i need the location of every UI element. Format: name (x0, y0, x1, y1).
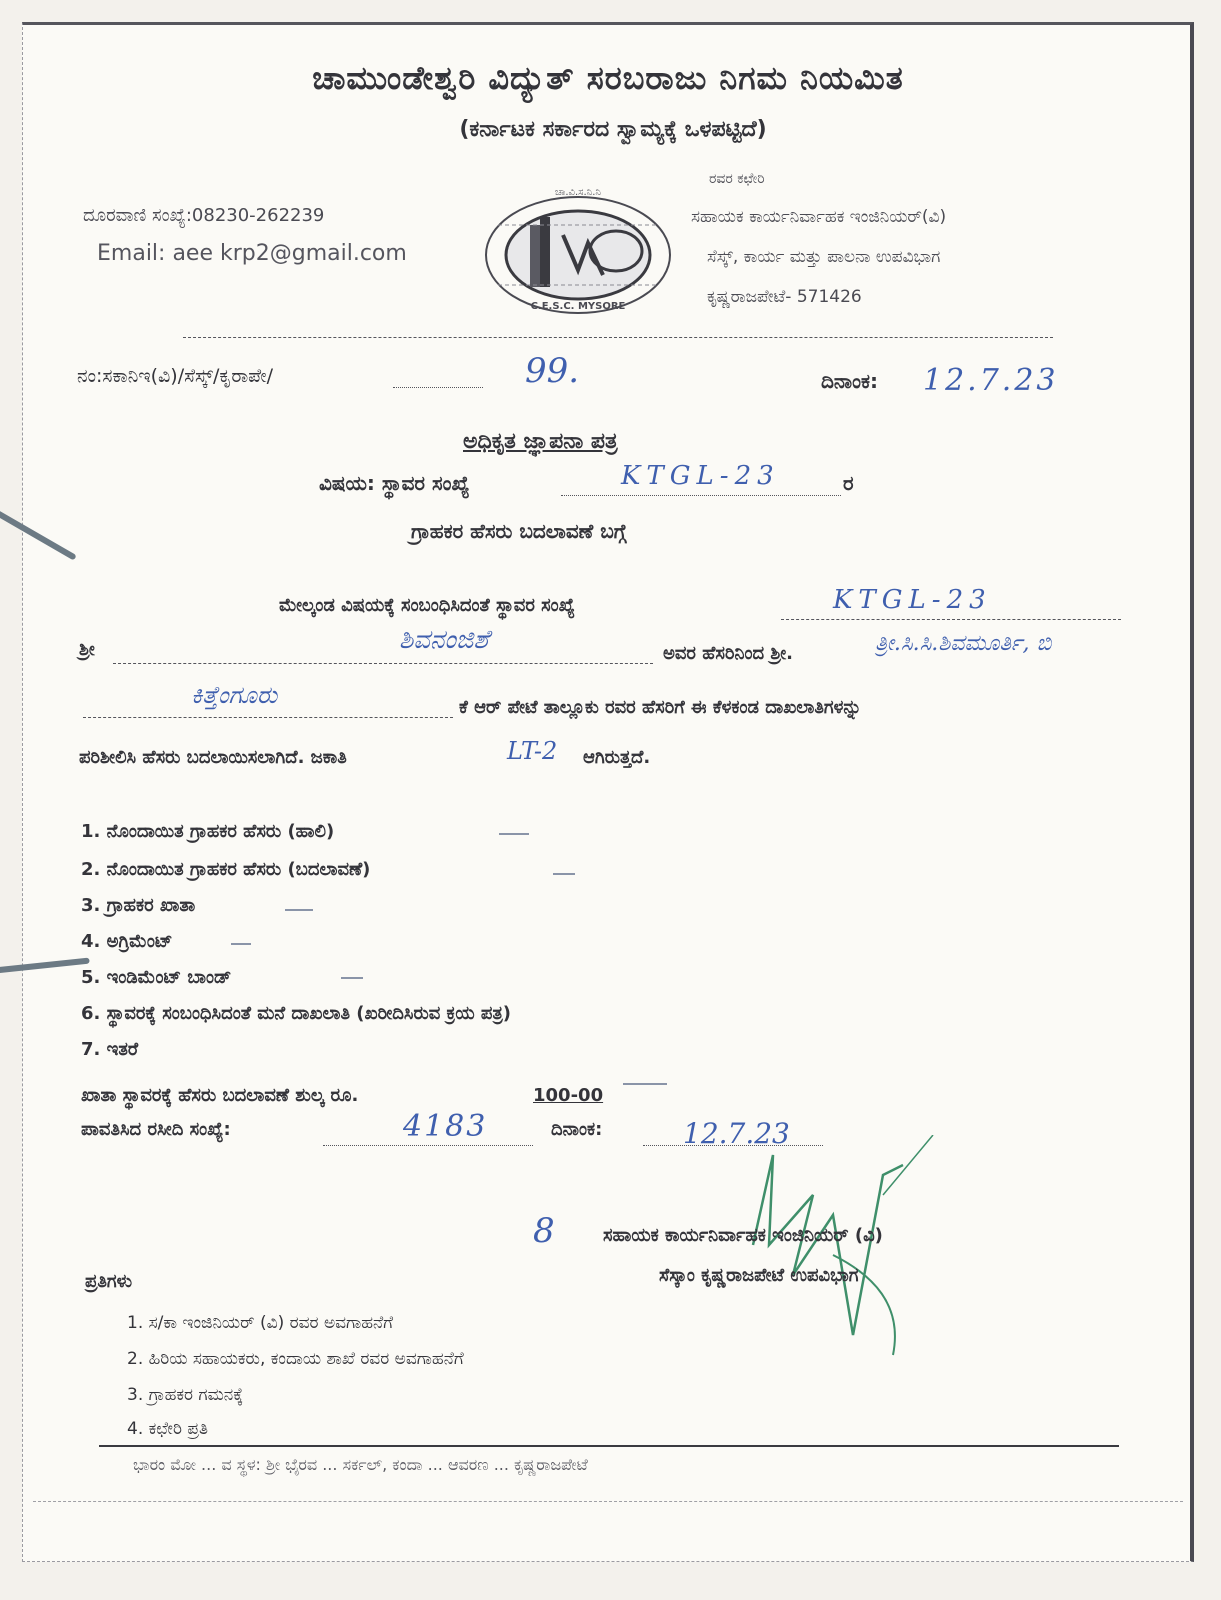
footer-divider (99, 1445, 1119, 1447)
office-line-2: ಸಹಾಯಕ ಕಾರ್ಯನಿರ್ವಾಹಕ ಇಂಜಿನಿಯರ್(ವಿ) (691, 207, 947, 227)
receipt-number: 4183 (403, 1109, 488, 1144)
green-signature (733, 1135, 953, 1365)
reference-number: 99. (525, 351, 580, 391)
to-text: ಕೆ ಆರ್ ಪೇಟೆ ತಾಲ್ಲೂಕು ರವರ ಹೆಸರಿಗೆ ಈ ಕೆಳಕಂಡ ದಾಖಲಾತಿಗಳನ್ನು (459, 697, 862, 718)
sri-label: ಶ್ರೀ (79, 639, 95, 660)
email-address: Email: aee krp2@gmail.com (97, 241, 407, 266)
signatory-office: ಸೆಸ್ಕಾಂ ಕೃಷ್ಣರಾಜಪೇಟೆ ಉಪವಿಭಾಗ (659, 1265, 859, 1286)
document-item-2: 2. ನೊಂದಾಯಿತ ಗ್ರಾಹಕರ ಹೆಸರು (ಬದಲಾವಣೆ) (81, 859, 371, 880)
reference-line (393, 387, 483, 388)
village-line (83, 717, 453, 718)
new-name: ತ್ರೀ.ಸಿ.ಸಿ.ಶಿವಮೂರ್ತಿ, ಬಿ (875, 631, 1052, 656)
receipt-date: 12.7.23 (683, 1117, 790, 1150)
copy-item-3: 3. ಗ್ರಾಹಕರ ಗಮನಕ್ಕೆ (127, 1385, 244, 1405)
signatory-designation: ಸಹಾಯಕ ಕಾರ್ಯನಿರ್ವಾಹಕ ಇಂಜಿನಿಯರ್ (ವಿ) (603, 1225, 883, 1246)
receipt-label: ಪಾವತಿಸಿದ ರಸೀದಿ ಸಂಖ್ಯೆ: (81, 1119, 231, 1140)
from-text: ಅವರ ಹೆಸರಿನಿಂದ ಶ್ರೀ. (663, 643, 794, 664)
copy-item-4: 4. ಕಛೇರಿ ಪ್ರತಿ (127, 1419, 208, 1439)
copy-item-1: 1. ಸ/ಕಾ ಇಂಜಿನಿಯರ್ (ವಿ) ರವರ ಅವಗಾಹನೆಗೆ (127, 1313, 394, 1333)
document-item-6: 6. ಸ್ಥಾವರಕ್ಕೆ ಸಂಬಂಧಿಸಿದಂತೆ ಮನೆ ದಾಖಲಾತಿ (ಖರೀದಿಸಿರುವ ಕ್ರಯ ಪತ್ರ) (81, 1003, 511, 1024)
copy-item-2: 2. ಹಿರಿಯ ಸಹಾಯಕರು, ಕಂದಾಯ ಶಾಖೆ ರವರ ಅವಗಾಹನೆಗೆ (127, 1349, 464, 1369)
old-name: ಶಿವನಂಜಿಶೆ (399, 625, 489, 655)
paragraph-text: ಮೇಲ್ಕಂಡ ವಿಷಯಕ್ಕೆ ಸಂಬಂಧಿಸಿದಂತೆ ಸ್ಥಾವರ ಸಂಖ್ಯೆ (279, 595, 575, 616)
signature-initial: 8 (533, 1211, 555, 1251)
logo-text-bottom: C.E.S.C. MYSORE (530, 301, 626, 312)
date-value: 12.7.23 (923, 363, 1059, 398)
office-line-4: ಕೃಷ್ಣರಾಜಪೇಟೆ- 571426 (707, 287, 862, 307)
receipt-date-label: ದಿನಾಂಕ: (551, 1119, 603, 1140)
office-line-3: ಸೆಸ್ಕ್, ಕಾರ್ಯ ಮತ್ತು ಪಾಲನಾ ಉಪವಿಭಾಗ (707, 247, 941, 267)
header-divider (183, 337, 1053, 338)
footer-bottom-line (33, 1501, 1183, 1502)
document-item-1: 1. ನೊಂದಾಯಿತ ಗ್ರಾಹಕರ ಹೆಸರು (ಹಾಲಿ) (81, 821, 335, 842)
phone-number: ದೂರವಾಣಿ ಸಂಖ್ಯೆ:08230-262239 (83, 205, 325, 226)
subject-line (561, 495, 841, 496)
old-name-line (113, 663, 653, 664)
document-title: ಅಧಿಕೃತ ಜ್ಞಾಪನಾ ಪತ್ರ (463, 429, 618, 454)
org-name: ಚಾಮುಂಡೇಶ್ವರಿ ವಿದ್ಯುತ್ ಸರಬರಾಜು ನಿಗಮ ನಿಯಮಿತ (312, 59, 904, 97)
plant-number: KTGL-23 (833, 585, 992, 615)
verify-text: ಪರಿಶೀಲಿಸಿ ಹೆಸರು ಬದಲಾಯಿಸಲಾಗಿದೆ. ಜಕಾತಿ (79, 747, 347, 768)
subject-line-2: ಗ್ರಾಹಕರ ಹೆಸರು ಬದಲಾವಣೆ ಬಗ್ಗೆ (411, 519, 627, 543)
document-item-4: 4. ಅಗ್ರಿಮೆಂಟ್ (81, 931, 173, 952)
date-label: ದಿನಾಂಕ: (821, 369, 878, 393)
tariff-value: LT-2 (507, 737, 558, 765)
cesc-logo (478, 185, 678, 321)
signature-scribble (733, 1135, 953, 1365)
copies-heading: ಪ್ರತಿಗಳು (85, 1271, 133, 1292)
subject-value: KTGL-23 (621, 461, 780, 491)
logo-text-top: ಚಾ.ವಿ.ಸ.ನಿ.ನಿ (555, 187, 601, 198)
document-item-5: 5. ಇಂಡಿಮೆಂಟ್ ಬಾಂಡ್ (81, 967, 232, 988)
org-subtitle: (ಕರ್ನಾಟಕ ಸರ್ಕಾರದ ಸ್ವಾಮ್ಯಕ್ಕೆ ಒಳಪಟ್ಟಿದೆ) (459, 117, 767, 142)
fee-text: ಖಾತಾ ಸ್ಥಾವರಕ್ಕೆ ಹೆಸರು ಬದಲಾವಣೆ ಶುಲ್ಕ ರೂ. (81, 1085, 359, 1106)
verify-end: ಆಗಿರುತ್ತದೆ. (583, 747, 651, 768)
subject-suffix: ರ (843, 471, 854, 495)
subject-label: ವಿಷಯ: ಸ್ಥಾವರ ಸಂಖ್ಯೆ (319, 471, 470, 495)
fee-amount: 100-00 (533, 1085, 604, 1106)
receipt-number-line (323, 1145, 533, 1146)
document-item-7: 7. ಇತರೆ (81, 1039, 139, 1060)
village-name: ಕಿತ್ತೆಂಗೂರು (191, 681, 278, 709)
office-line-1: ರವರ ಕಛೇರಿ (709, 171, 765, 187)
letter-page (22, 22, 1194, 1562)
plant-number-line (781, 619, 1121, 620)
footer-text: ಭಾರಂ ಮೋ ... ವ ಸ್ಥಳ: ಶ್ರೀ ಭೈರವ ... ಸರ್ಕಲ್, ಕಂದಾ ... ಆವರಣ ... ಕೃಷ್ಣರಾಜಪೇಟೆ (133, 1455, 588, 1474)
document-item-3: 3. ಗ್ರಾಹಕರ ಖಾತಾ (81, 895, 196, 916)
reference-label: ನಂ:ಸಕಾನಿಇ(ವಿ)/ಸೆಸ್ಕ್/ಕೃರಾಪೇ/ (77, 365, 273, 387)
